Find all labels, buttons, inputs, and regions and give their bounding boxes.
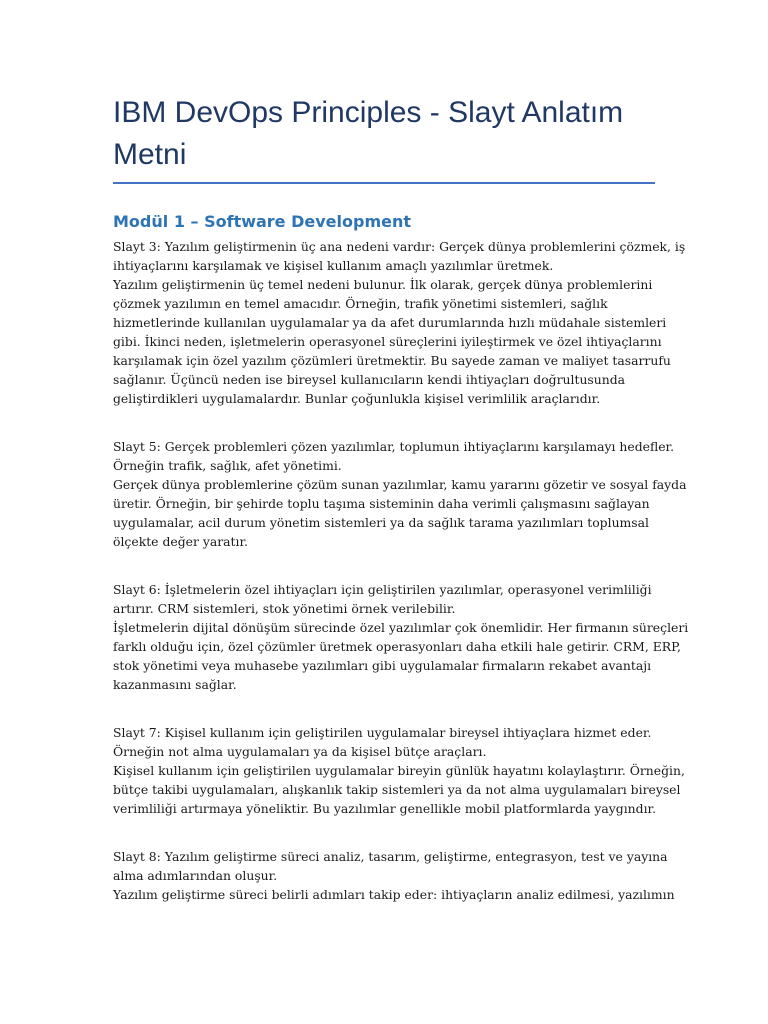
document-title-line: IBM DevOps Principles - Slayt Anlatım [113, 96, 624, 129]
paragraph-line: Yazılım geliştirmenin üç temel nedeni bulunur. İlk olarak, gerçek dünya problemlerini [113, 277, 653, 292]
title-underline-rule [113, 182, 655, 184]
paragraph-line: Slayt 8: Yazılım geliştirme süreci analiz, tasarım, geliştirme, entegrasyon, test ve yayına [113, 849, 668, 864]
paragraph-line: Slayt 3: Yazılım geliştirmenin üç ana nedeni vardır: Gerçek dünya problemlerini çözmek, iş [113, 239, 686, 254]
paragraph-line: kazanmasını sağlar. [113, 677, 237, 692]
paragraph-line: Slayt 7: Kişisel kullanım için geliştirilen uygulamalar bireysel ihtiyaçlara hizmet eder. [113, 725, 652, 740]
paragraph-line: artırır. CRM sistemleri, stok yönetimi örnek verilebilir. [113, 601, 456, 616]
paragraph-line: İşletmelerin dijital dönüşüm sürecinde özel yazılımlar çok önemlidir. Her firmanın süreçleri [113, 620, 689, 635]
paragraph-line: üretir. Örneğin, bir şehirde toplu taşıma sisteminin daha verimli çalışmasını sağlayan [113, 496, 650, 511]
paragraph-line: uygulamalar, acil durum yönetim sistemleri ya da sağlık tarama yazılımları toplumsal [113, 515, 650, 530]
paragraph-line: alma adımlarından oluşur. [113, 868, 278, 883]
paragraph-line: Kişisel kullanım için geliştirilen uygulamalar bireyin günlük hayatını kolaylaştırır. Örneğin, [113, 763, 685, 778]
paragraph-line: çözmek yazılımın en temel amacıdır. Örneğin, trafik yönetimi sistemleri, sağlık [113, 296, 608, 311]
paragraph-line: stok yönetimi veya muhasebe yazılımları gibi uygulamalar firmaların rekabet avantajı [113, 658, 652, 673]
body-paragraph [113, 847, 675, 904]
paragraph-line: farklı olduğu için, özel çözümler üretmek operasyonları daha etkili hale getirir. CRM, ERP, [113, 639, 681, 654]
paragraph-line: Örneğin not alma uygulamaları ya da kişisel bütçe araçları. [113, 744, 487, 759]
paragraph-line: hizmetlerinde kullanılan uygulamalar ya da afet durumlarında hızlı müdahale sistemleri [113, 315, 667, 330]
paragraph-line: geliştirdikleri uygulamalardır. Bunlar çoğunlukla kişisel verimlilik araçlarıdır. [113, 391, 601, 406]
paragraph-line: Yazılım geliştirme süreci belirli adımları takip eder: ihtiyaçların analiz edilmesi, yazılımın [113, 887, 675, 902]
paragraph-line: gibi. İkinci neden, işletmelerin operasyonel süreçlerini iyileştirmek ve özel ihtiyaçlarını [113, 334, 662, 349]
paragraph-line: ölçekte değer yaratır. [113, 534, 248, 549]
paragraph-line: Gerçek dünya problemlerine çözüm sunan yazılımlar, kamu yararını gözetir ve sosyal fayda [113, 477, 687, 492]
paragraph-line: Slayt 5: Gerçek problemleri çözen yazılımlar, toplumun ihtiyaçlarını karşılamayı hedefler. [113, 439, 675, 454]
paragraph-line: karşılamak için özel yazılım çözümleri üretmektir. Bu sayede zaman ve maliyet tasarrufu [113, 353, 671, 368]
body-paragraph [113, 237, 686, 408]
paragraph-line: bütçe takibi uygulamaları, alışkanlık takip sistemleri ya da not alma uygulamaları bireysel [113, 782, 681, 797]
paragraph-line: Slayt 6: İşletmelerin özel ihtiyaçları için geliştirilen yazılımlar, operasyonel verimliliği [113, 582, 652, 597]
document-title [113, 92, 658, 182]
paragraph-line: sağlanır. Üçüncü neden ise bireysel kullanıcıların kendi ihtiyaçları doğrultusunda [113, 372, 626, 387]
document-title-line: Metni [113, 138, 187, 171]
document-page [113, 92, 689, 933]
body-paragraph [113, 437, 687, 551]
paragraph-line: Örneğin trafik, sağlık, afet yönetimi. [113, 458, 342, 473]
section-heading: Modül 1 – Software Development [113, 212, 412, 231]
paragraph-line: verimliliği artırmaya yöneliktir. Bu yazılımlar genellikle mobil platformlarda yaygındır. [113, 801, 657, 816]
body-paragraph [113, 723, 685, 818]
paragraph-line: ihtiyaçlarını karşılamak ve kişisel kullanım amaçlı yazılımlar üretmek. [113, 258, 554, 273]
body-paragraph [113, 580, 689, 694]
paragraph-list [113, 237, 689, 904]
